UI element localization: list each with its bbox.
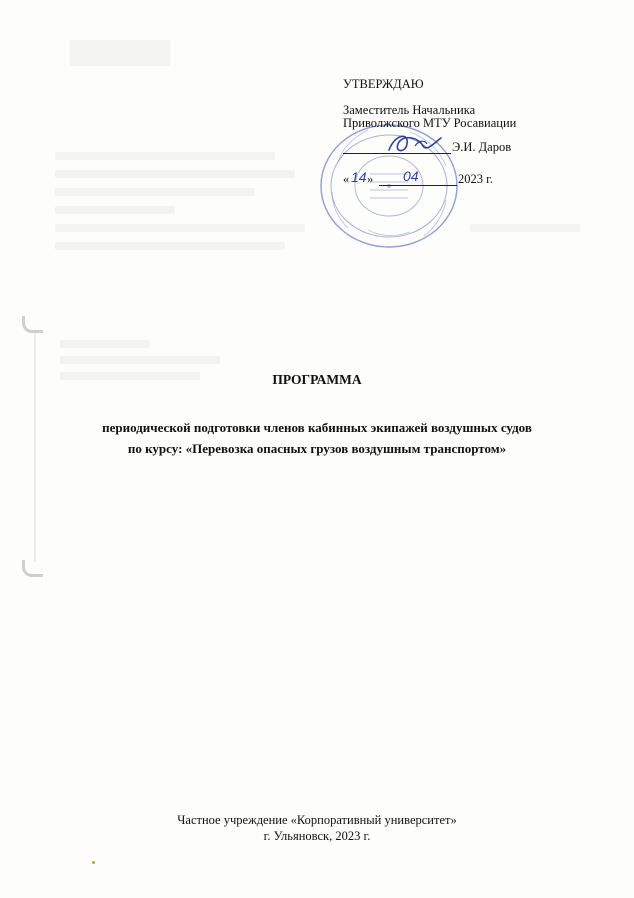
bleed-through-mark <box>55 152 275 160</box>
date-month-line <box>379 185 457 186</box>
paper-speck <box>92 861 95 864</box>
bleed-through-mark <box>70 40 170 66</box>
approval-heading: УТВЕРЖДАЮ <box>343 77 424 91</box>
signatory-name: Э.И. Даров <box>452 140 512 154</box>
organization-name: Частное учреждение «Корпоративный университет» <box>177 813 457 827</box>
approval-block <box>343 78 583 130</box>
date-year: 2023 г. <box>458 172 493 186</box>
bleed-through-mark <box>55 188 255 196</box>
signature-line <box>343 153 451 154</box>
bleed-through-mark <box>55 224 305 232</box>
bleed-through-mark <box>55 170 295 178</box>
bleed-through-mark <box>55 242 285 250</box>
document-title: ПРОГРАММА <box>272 372 362 387</box>
bleed-through-mark <box>60 356 220 364</box>
place-and-year: г. Ульяновск, 2023 г. <box>263 829 371 843</box>
date-close-quote: » <box>367 172 374 186</box>
binder-hole-mark <box>22 316 43 333</box>
bleed-through-mark <box>470 224 580 232</box>
approval-date <box>343 168 583 190</box>
date-open-quote: « <box>343 172 350 186</box>
bleed-through-mark <box>60 340 150 348</box>
date-month: 04 <box>403 168 419 184</box>
approver-position-line2: Приволжского МТУ Росавиации <box>343 116 517 130</box>
approver-position-line1: Заместитель Начальника <box>343 103 476 117</box>
bleed-through-mark <box>55 206 175 214</box>
date-day: 14 <box>351 169 367 185</box>
document-subtitle-line1: периодической подготовки членов кабинных экипажей воздушных судов <box>102 420 532 435</box>
signature-row <box>343 140 583 158</box>
binder-hole-mark <box>22 560 43 577</box>
document-subtitle-line2: по курсу: «Перевозка опасных грузов воздушным транспортом» <box>127 441 507 456</box>
